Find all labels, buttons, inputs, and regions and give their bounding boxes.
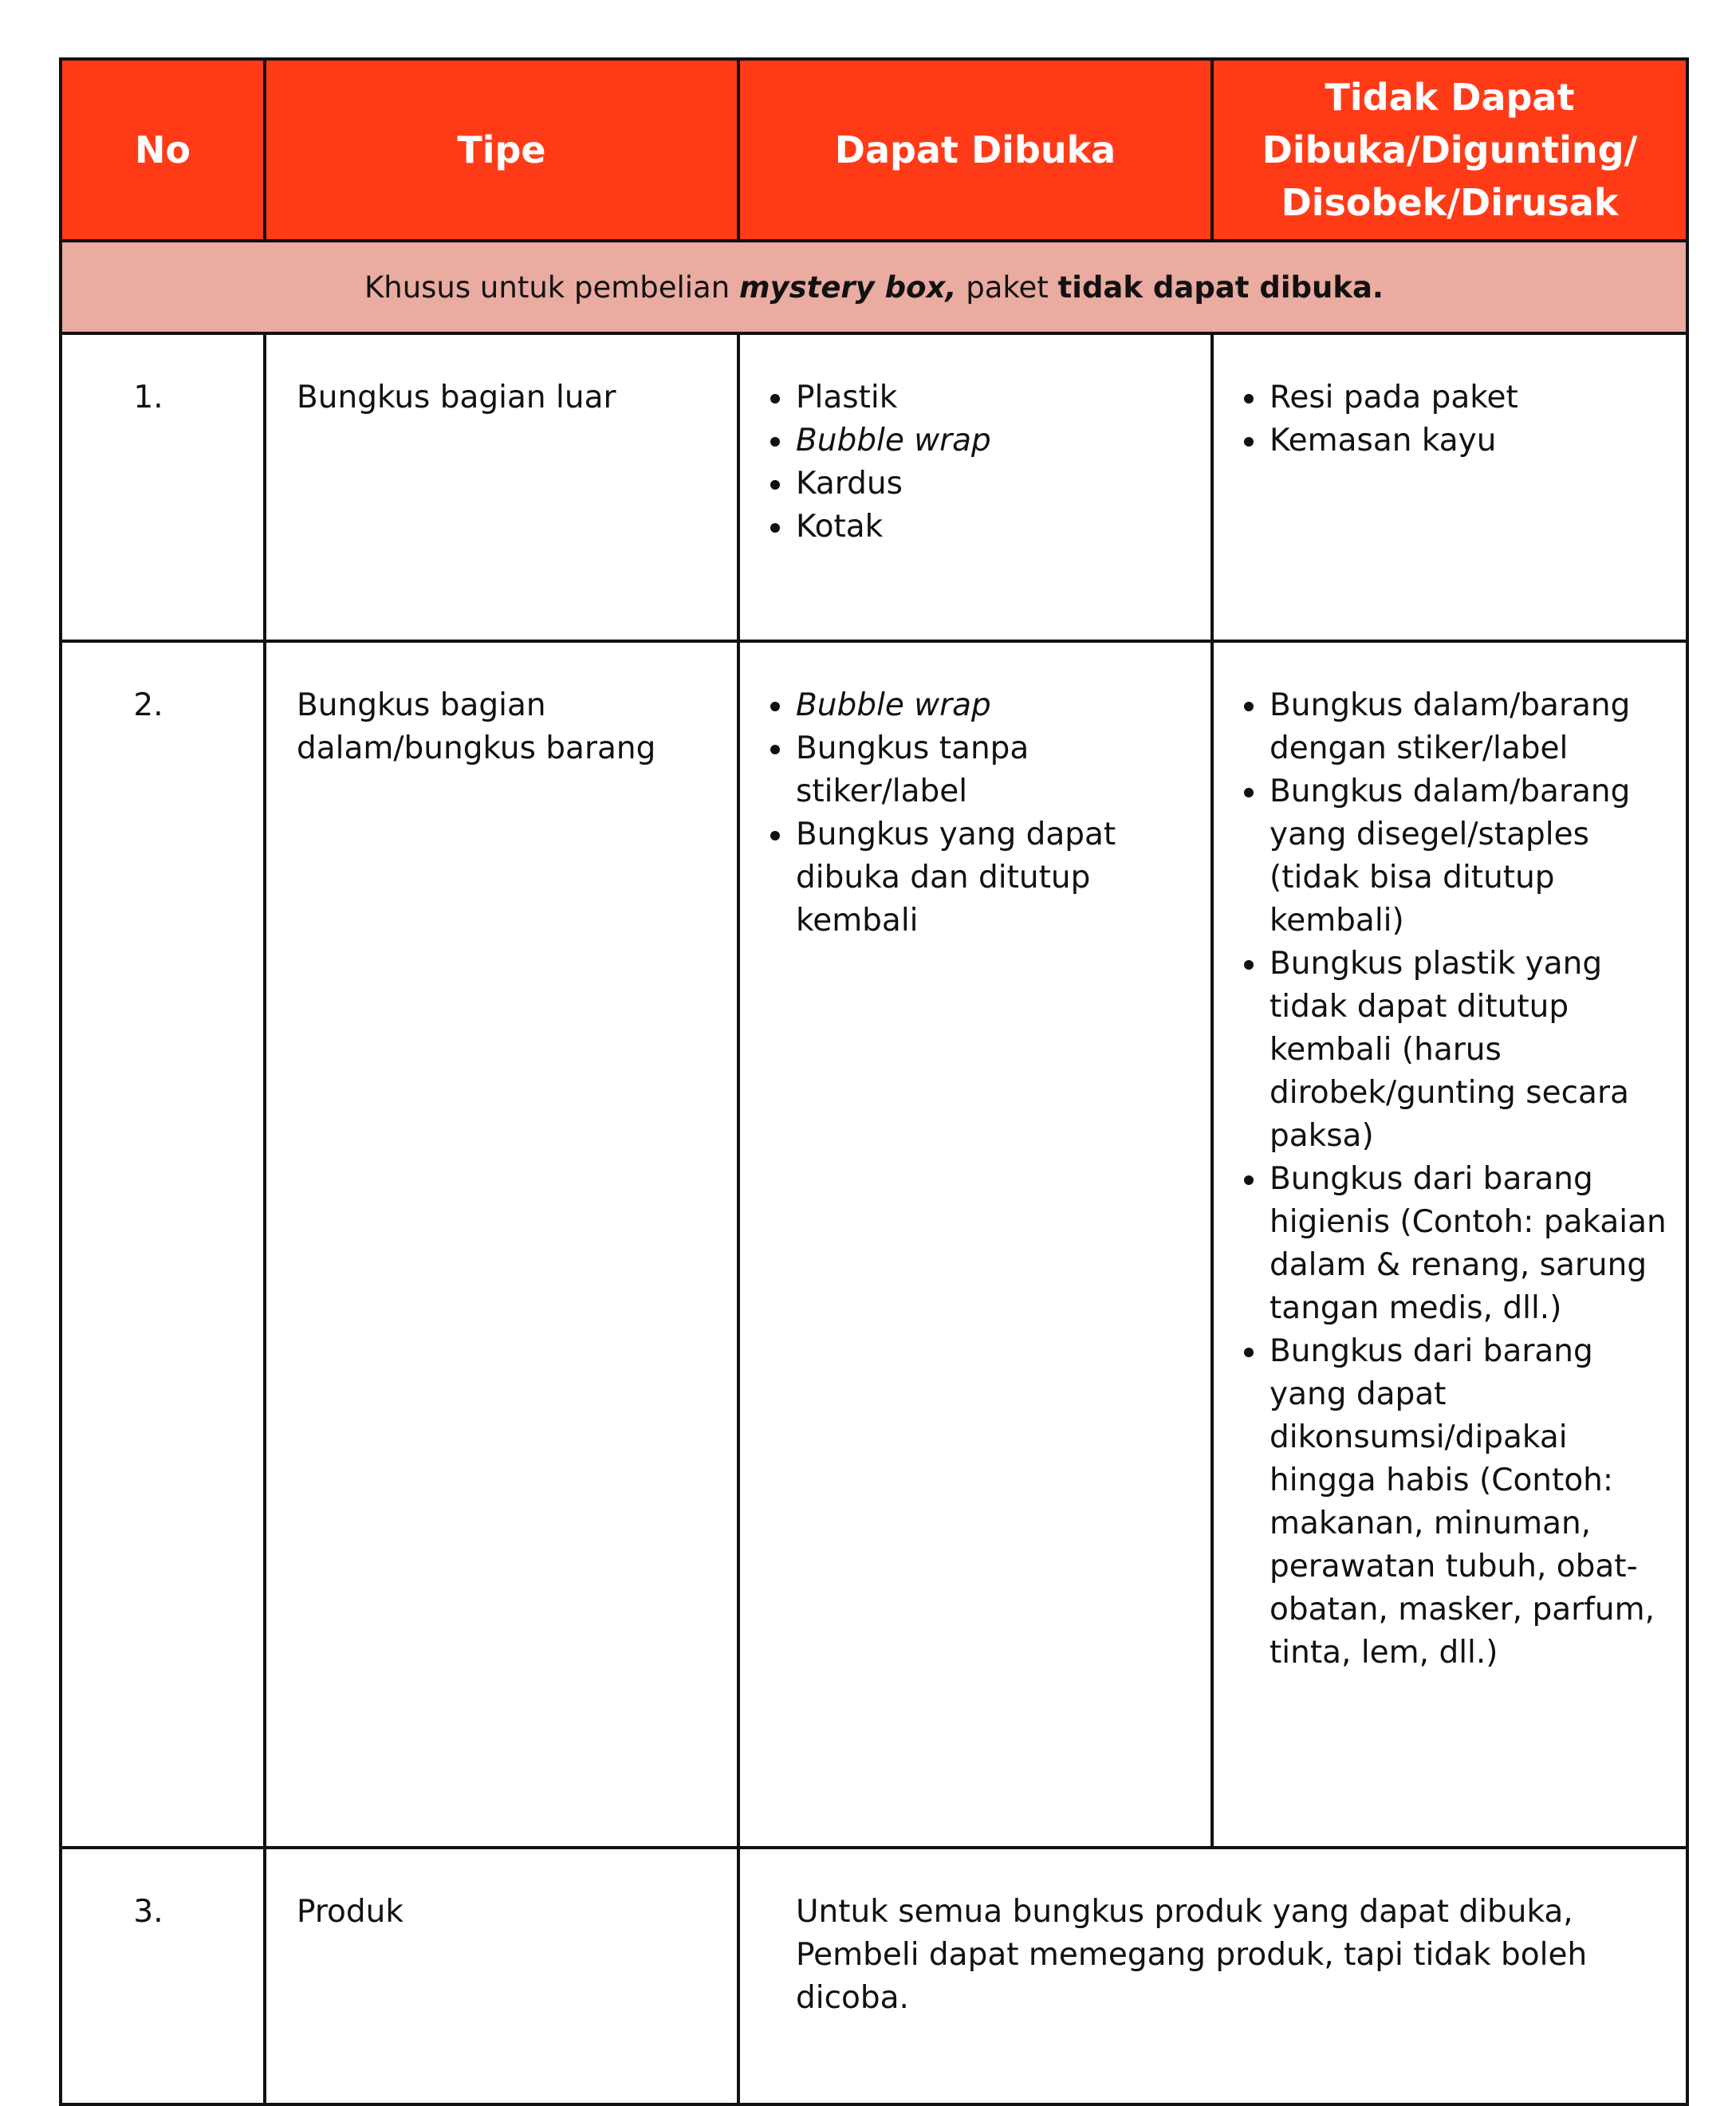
row-number: 2.	[61, 641, 265, 1848]
header-tidak-dapat-dibuka: Tidak Dapat Dibuka/Digunting/ Disobek/Dirusak	[1212, 59, 1687, 241]
table-header-row	[61, 59, 1687, 241]
notice-tidak-dapat: tidak dapat dibuka.	[1057, 270, 1384, 305]
header-tipe: Tipe	[265, 59, 738, 241]
notice-mystery-box: mystery box,	[738, 270, 957, 305]
table-row	[61, 641, 1687, 1848]
list-item: Bubble wrap	[796, 419, 1191, 463]
row-tidak-dapat	[1212, 333, 1687, 641]
list-item: Kemasan kayu	[1270, 419, 1667, 463]
table-row	[61, 1848, 1687, 2104]
notice-text-2: paket	[956, 270, 1058, 305]
row-merged-note: Untuk semua bungkus produk yang dapat dibuka, Pembeli dapat memegang produk, tapi tidak boleh dicoba.	[738, 1848, 1687, 2104]
list-item: Bungkus dalam/barang yang disegel/staples (tidak bisa ditutup kembali)	[1270, 770, 1667, 943]
list-item: Bungkus plastik yang tidak dapat ditutup kembali (harus dirobek/gunting secara paksa)	[1270, 943, 1667, 1158]
list-item: Bubble wrap	[796, 684, 1191, 727]
row-number: 3.	[61, 1848, 265, 2104]
list-item: Bungkus tanpa stiker/label	[796, 727, 1191, 813]
list-item: Plastik	[796, 376, 1191, 419]
row-tipe: Bungkus bagian luar	[265, 333, 738, 641]
notice-row	[61, 241, 1687, 333]
list-item: Resi pada paket	[1270, 376, 1667, 419]
notice-cell	[61, 241, 1687, 333]
list-item: Bungkus dari barang higienis (Contoh: pakaian dalam & renang, sarung tangan medis, dll.)	[1270, 1158, 1667, 1330]
row-dapat-dibuka	[738, 641, 1212, 1848]
table-row	[61, 333, 1687, 641]
header-no: No	[61, 59, 265, 241]
list-item: Bungkus dalam/barang dengan stiker/label	[1270, 684, 1667, 770]
row-tipe: Produk	[265, 1848, 738, 2104]
list-item: Kotak	[796, 506, 1191, 549]
row-tipe: Bungkus bagian dalam/bungkus barang	[265, 641, 738, 1848]
notice-text-1: Khusus untuk pembelian	[364, 270, 739, 305]
list-item: Bungkus dari barang yang dapat dikonsumsi/dipakai hingga habis (Contoh: makanan, minuman, perawatan tubuh, obat-obatan, masker, parfum, tinta, lem, dll.)	[1270, 1330, 1667, 1675]
list-item: Kardus	[796, 463, 1191, 506]
packaging-table	[59, 57, 1689, 2106]
list-item: Bungkus yang dapat dibuka dan ditutup kembali	[796, 813, 1191, 943]
row-dapat-dibuka	[738, 333, 1212, 641]
header-dapat-dibuka: Dapat Dibuka	[738, 59, 1212, 241]
row-number: 1.	[61, 333, 265, 641]
packaging-table-container	[59, 57, 1686, 2106]
row-tidak-dapat	[1212, 641, 1687, 1848]
